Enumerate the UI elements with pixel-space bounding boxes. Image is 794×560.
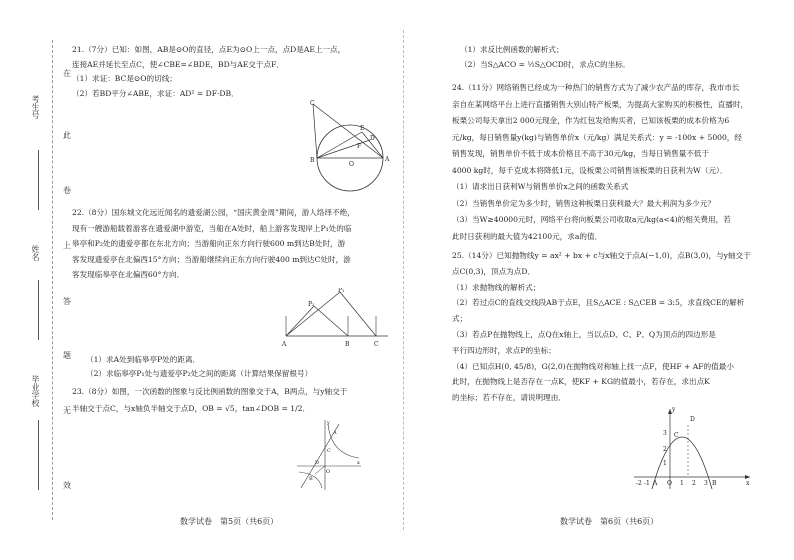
label-c: C [674, 432, 679, 439]
label-a: A [333, 430, 337, 436]
label-p2: P₂ [308, 301, 315, 308]
text-line: （2）当S△ACO = ½S△OCD时，求点C的坐标． [460, 60, 631, 69]
text-line: 点C(0,3)，顶点为点D． [452, 266, 536, 276]
binding-line [52, 40, 53, 520]
label-d: D [370, 135, 375, 142]
text-line: 皋亭和P₂处的遗爱亭都在东北方向；当游船向正东方向行驶600 m到达B处时，游 [72, 239, 346, 248]
text-line: （2）若过点C的直线交线段AB于点E，且S△ACE : S△CEB = 3:5，求直线CE的解析 [452, 298, 745, 308]
field-name-line [38, 280, 39, 340]
label-y: y [327, 420, 330, 426]
label-a: A [282, 341, 287, 348]
text-line: 此时，在抛物线上是否存在一点K，使KF + KG的值最小，若存在，求出点K [452, 377, 710, 387]
text-line: 的坐标；若不存在，请说明理由． [452, 393, 566, 403]
text-line: 亲自在某网络平台上进行直播销售大别山特产板栗，为提高大家购买的积极性，直播时， [452, 99, 749, 109]
field-name: 姓名 [31, 245, 40, 261]
label-c: C [310, 100, 315, 107]
right-footer: 数学试卷 第6页（共6页） [560, 517, 659, 526]
text-line: 销售发现，销售单价不低于成本价格且不高于30元/kg，当每日销售量不低于 [452, 149, 710, 158]
figure-22-lake [278, 288, 393, 350]
text-line: 4000 kg时，每千克成本将降低1元，设板栗公司销售该板栗的日获利为W（元）． [452, 165, 728, 175]
label-d: D [315, 460, 320, 466]
figure-25-parabola [630, 405, 755, 490]
text-line: 半轴交于点C，与x轴负半轴交于点D，OB = √5，tan∠DOB = 1/2． [72, 404, 311, 413]
text-line: （1）求证：BC是⊙O的切线； [72, 74, 177, 83]
text-line: 24.（11分）网络销售已经成为一种热门的销售方式为了减少农产品的库存，我市市长 [452, 83, 740, 92]
label-b: B [345, 341, 350, 348]
tick-y-3: 3 [663, 430, 667, 437]
label-b: B [712, 480, 717, 487]
field-exam-no: 考生号 [31, 95, 40, 119]
binding-char: 此 [63, 131, 71, 140]
axis-y: y [672, 406, 676, 413]
label-e: E [360, 125, 365, 132]
binding-char: 题 [63, 351, 71, 360]
text-line: （1）请求出日获利W与销售单价x之间的函数关系式 [452, 182, 629, 191]
binding-char: 效 [63, 481, 71, 490]
text-line: （2）当销售单价定为多少时，销售这种板栗日获利最大？最大利润为多少元？ [452, 198, 716, 208]
text-line: （3）若点P在抛物线上，点Q在x轴上，当以点D、C、P、Q为顶点的四边形是 [452, 330, 716, 339]
text-line: 式； [452, 314, 468, 324]
label-o: O [667, 480, 672, 487]
text-line: （2）若BD平分∠ABE，求证：AD² = DF·DB． [72, 88, 239, 98]
text-line: 板栗公司每天拿出2 000元现金，作为红包发给购买者，已知该板栗的成本价格为6 [452, 116, 730, 125]
text-line: （3）当W≥40000元时，网络平台将向板栗公司收取a元/kg(a<4)的相关费用，若 [452, 215, 731, 224]
text-line: 25.（14分）已知抛物线y = ax² + bx + c与x轴交于点A(−1,0)，点B(3,0)，与y轴交于 [452, 251, 751, 260]
field-school: 毕业学校 [31, 375, 40, 407]
text-line: （4）已知点H(0, 45/8)，G(2,0)在抛物线对称轴上找一点F，使HF + AF的值最小 [452, 361, 734, 371]
tick-x-3: 3 [704, 480, 708, 487]
text-line: 连接AE并延长至点C，使∠CBE=∠BDE，BD与AE交于点F． [72, 59, 284, 69]
label-f: F [357, 143, 362, 150]
text-line: 平行四边形时，求点P的坐标； [452, 345, 556, 355]
text-line: （1）求抛物线的解析式； [452, 282, 541, 292]
label-a: A [385, 156, 390, 163]
binding-char: 答 [63, 297, 71, 306]
label-d: D [690, 416, 695, 423]
tick-x-2: 2 [692, 480, 696, 487]
figure-21-circle [300, 100, 400, 200]
text-line: 21.（7分）已知：如图，AB是⊙O的直径，点E为⊙O上一点，点D是AE上一点， [72, 45, 346, 54]
text-line: 现有一艘游船载着游客在遗爱湖中游览，当船在A处时，船上游客发现岸上P₁处的临 [72, 223, 352, 233]
label-c: C [374, 341, 379, 348]
text-line: （1）求A处到临皋亭P处的距离． [86, 355, 201, 364]
text-line: （1）求反比例函数的解析式； [460, 45, 564, 54]
axis-x: x [746, 480, 750, 487]
tick-x-neg1: -1 [644, 480, 650, 487]
label-b: B [309, 476, 313, 482]
text-line: 23.（8分）如图，一次函数的图象与反比例函数的图象交于A，B两点，与y轴交于 [72, 387, 348, 396]
binding-char: 卷 [63, 186, 71, 195]
label-o: O [349, 161, 354, 168]
left-footer: 数学试卷 第5页（共6页） [180, 517, 279, 526]
tick-x-1: 1 [680, 480, 684, 487]
text-line: 此时日获利的最大值为42100元，求a的值． [452, 231, 603, 241]
text-line: 元/kg，每日销售量y(kg)与销售单价x（元/kg）满足关系式：y = -100x + 5000，经 [452, 132, 742, 142]
binding-char: 无 [63, 406, 71, 415]
field-exam-no-line [38, 150, 39, 210]
text-line: 客发现遗爱亭在北偏西15°方向；当游船继续向正东方向行驶400 m到达C处时，游 [72, 254, 351, 264]
tick-y-1: 1 [663, 460, 667, 467]
label-o: O [326, 469, 331, 475]
tick-y-2: 2 [663, 446, 667, 453]
text-line: （2）求临皋亭P₁处与遗爱亭P₂处之间的距离（计算结果保留根号） [86, 369, 313, 378]
label-c: C [327, 448, 331, 454]
page-divider [403, 30, 404, 530]
figure-23-graph [295, 418, 363, 492]
tick-x-neg2: -2 [636, 480, 642, 487]
text-line: 客发现临皋亭在北偏西60°方向． [72, 270, 185, 279]
label-x: x [357, 460, 360, 466]
label-p1: P₁ [338, 288, 345, 294]
binding-char: 在 [63, 69, 71, 78]
label-b: B [310, 157, 315, 164]
field-school-line [38, 420, 39, 490]
binding-char: 上 [63, 241, 71, 250]
text-line: 22.（8分）国东城文化远近闻名的遗爱湖公园，“国庆黄金周”期间，游人络绎不绝， [72, 208, 355, 217]
label-a: A [653, 480, 658, 487]
